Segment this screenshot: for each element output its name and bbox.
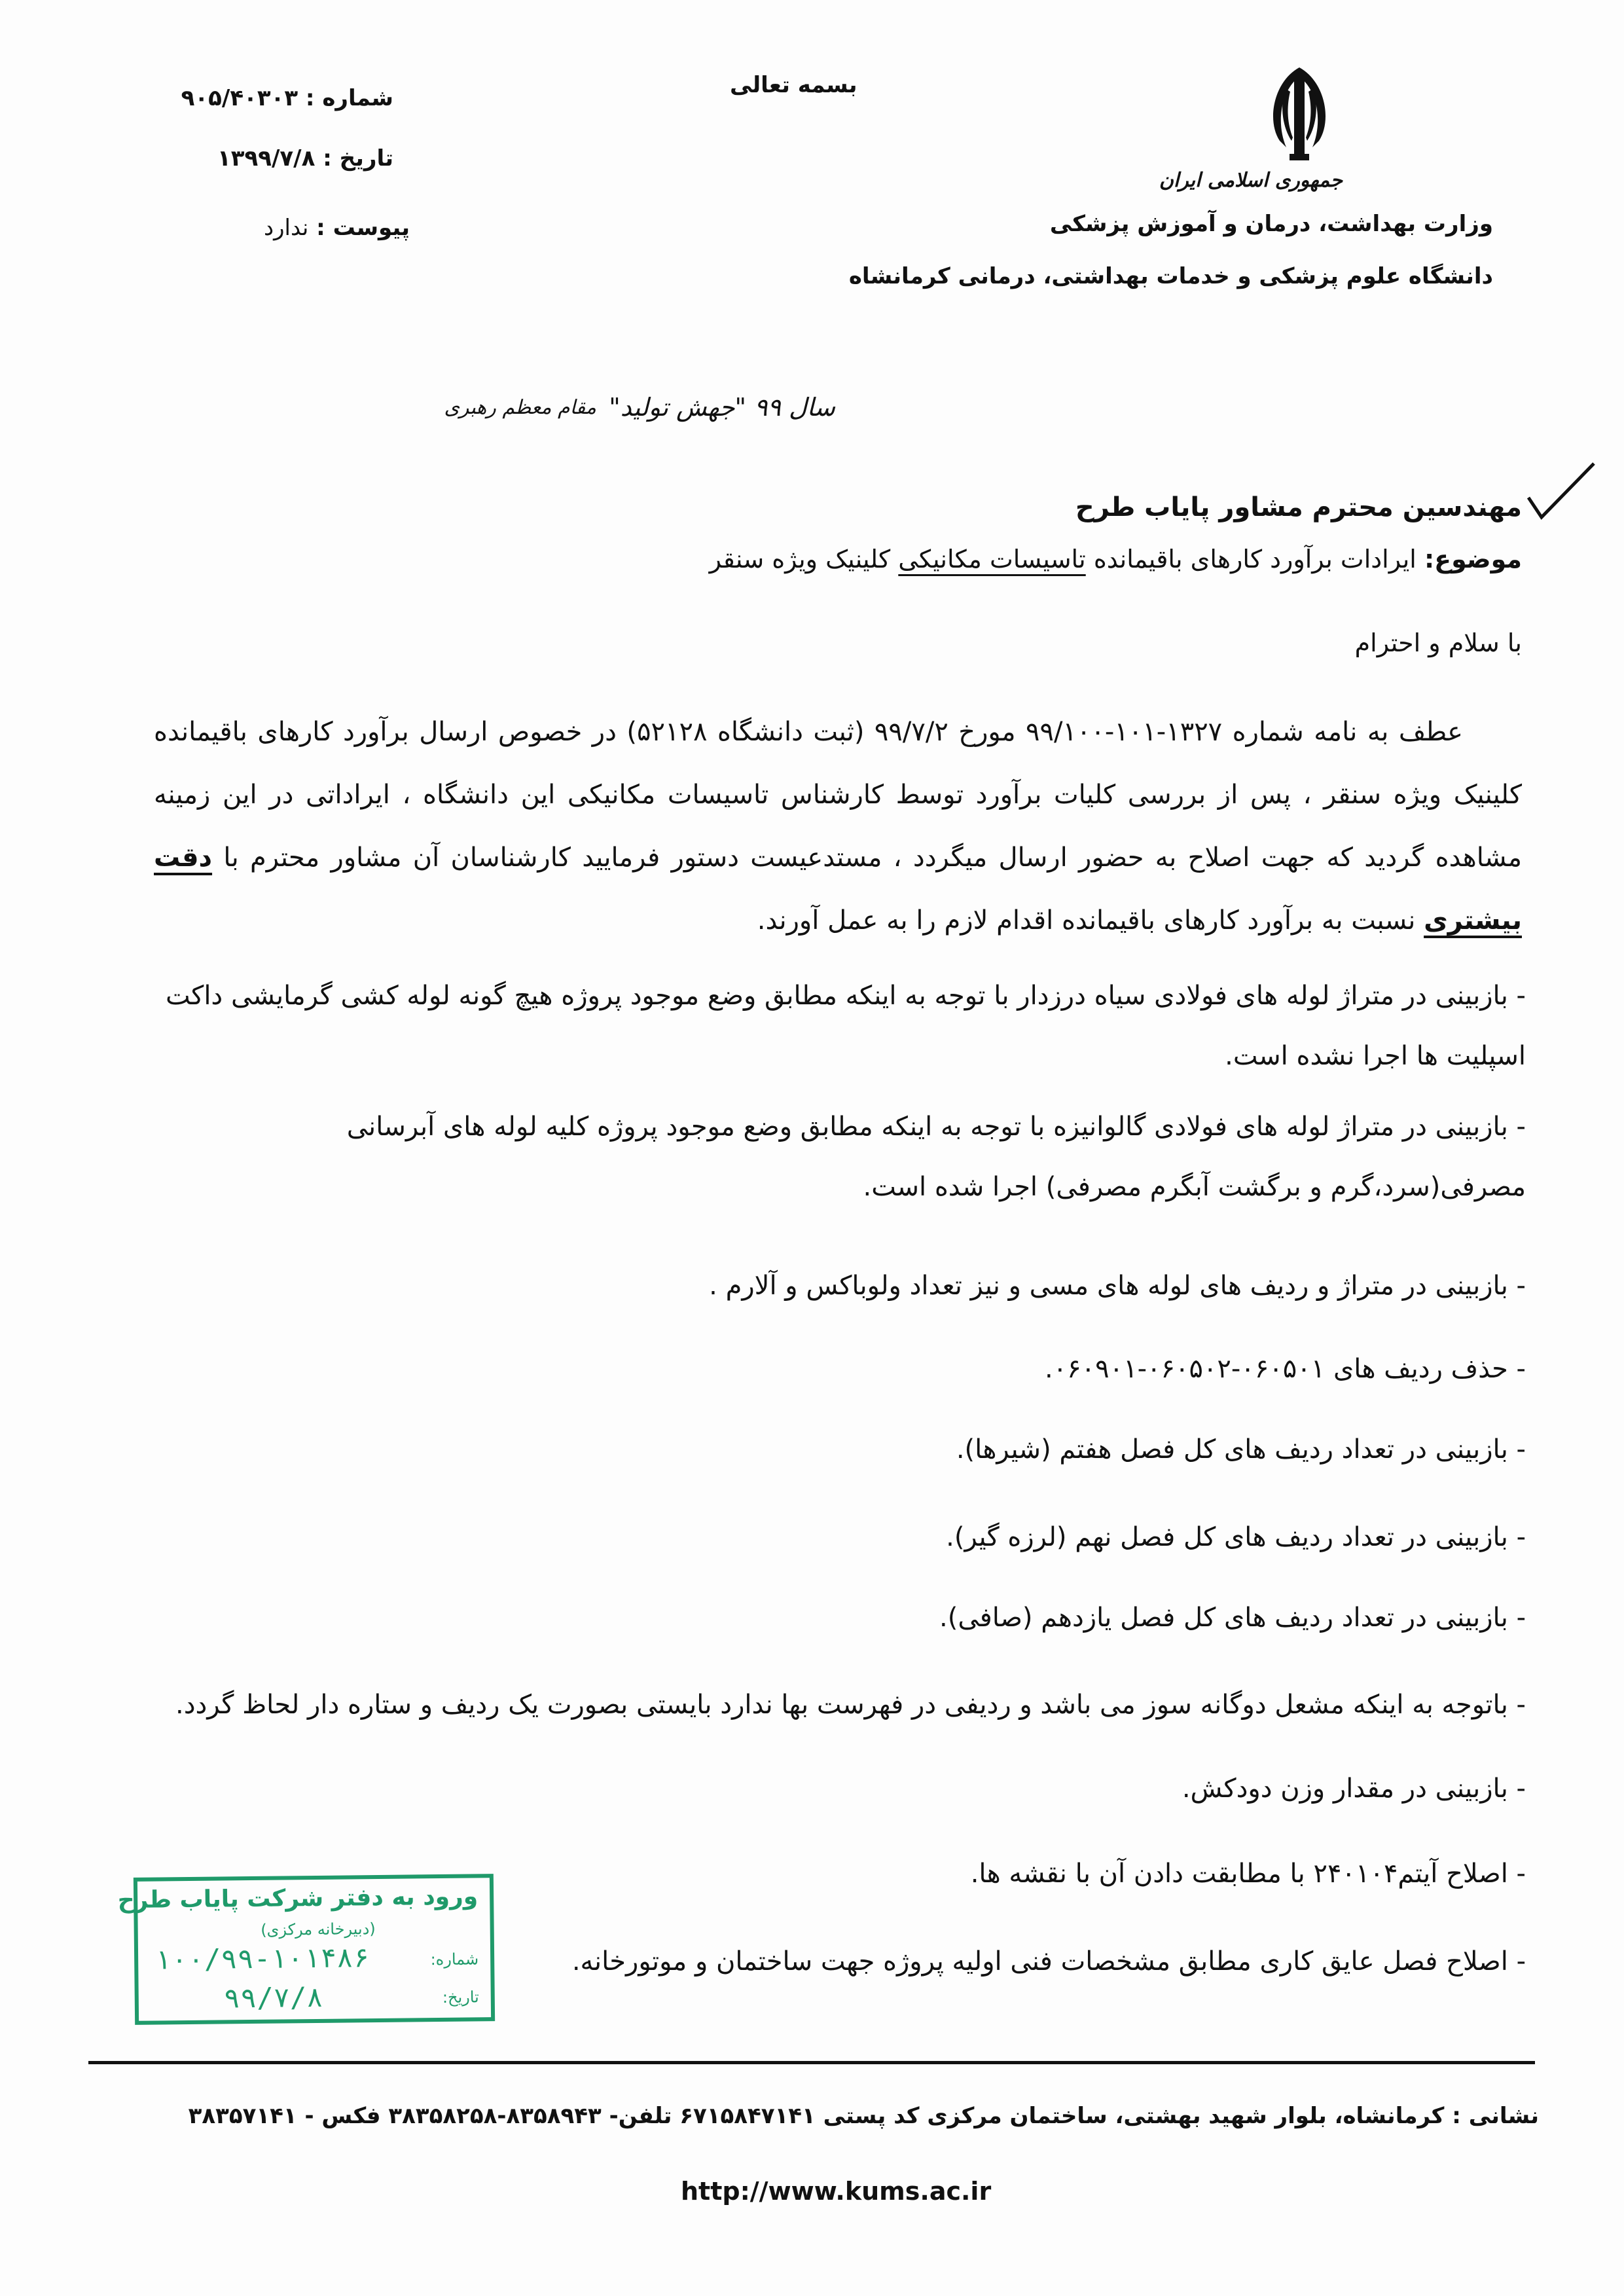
checkmark-icon [1525,458,1597,524]
footer-website-link[interactable]: http://www.kums.ac.ir [681,2177,992,2206]
letter-date [217,145,393,172]
main-paragraph [154,701,1522,952]
university-name: دانشگاه علوم پزشکی و خدمات بهداشتی، درمانی کرمانشاه [848,263,1493,289]
paragraph-end: نسبت به برآورد کارهای باقیمانده اقدام لازم را به عمل آورند. [757,905,1416,936]
list-item: - بازبینی در متراژ لوله های فولادی سیاه درزدار با توجه به اینکه مطابق وضع موجود پروژه هیچ گونه لوله کشی گرمایشی داکت اسپلیت ها اجرا نشده است. [166,981,1526,1071]
paragraph-text: عطف به نامه شماره ۱۳۲۷-۱۰۱-۹۹/۱۰۰ مورخ ۹۹/۷/۲ (ثبت دانشگاه ۵۲۱۲۸) در خصوص ارسال برآورد کارهای باقیمانده کلینیک ویژه سنقر ، پس از بررسی کلیات برآورد توسط کارشناس تاسیسات مکانیکی این دانشگاه ، ایراداتی در این زمینه مشاهده گردید که جهت اصلاح به حضور ارسال میگردد ، مستدعیست دستور فرمایید کارشناسان آن مشاور محترم با [154,717,1522,873]
emblem-caption: جمهوری اسلامی ایران [1159,169,1343,192]
stamp-title: ورود به دفتر شرکت پایاب طرح [117,1883,478,1914]
paragraph-underlined: دقت بیشتری [154,843,1522,936]
subject-underlined: تاسیسات مکانیکی [898,545,1086,574]
greeting: با سلام و احترام [1354,629,1522,657]
list-item: - بازبینی در متراژ لوله های فولادی گالوانیزه با توجه به اینکه مطابق وضع موجود پروژه کلیه لوله های آبرسانی مصرفی(سرد،گرم و برگشت آبگرم مصرفی) اجرا شده است. [346,1112,1526,1202]
subject-text: ایرادات برآورد کارهای باقیمانده [1093,545,1416,574]
stamp-number-value: ۱۰۰/۹۹-۱۰۱۴۸۶ [154,1941,370,1976]
list-item: - اصلاح فصل عایق کاری مطابق مشخصات فنی اولیه پروژه جهت ساختمان و موتورخانه. [571,1946,1526,1977]
received-stamp [117,1874,495,2025]
list-item: - اصلاح آیتم۲۴۰۱۰۴ با مطابقت دادن آن با نقشه ها. [970,1859,1526,1889]
stamp-subtitle: (دبیرخانه مرکزی) [261,1920,376,1939]
subject-label: موضوع: [1424,545,1522,574]
list-item: - باتوجه به اینکه مشعل دوگانه سوز می باشد و ردیفی در فهرست بها ندارد بایستی بصورت یک ردیف و ستاره دار لحاظ گردد. [175,1690,1526,1720]
list-item: - حذف ردیف های ۰۶۰۵۰۱-۰۶۰۵۰۲-۰۶۰۹۰۱. [1044,1354,1526,1384]
footer-address: نشانی : کرمانشاه، بلوار شهید بهشتی، ساختمان مرکزی کد پستی ۶۷۱۵۸۴۷۱۴۱ تلفن- ۸۳۵۸۹۴۳-۳۸۳۵۸۲۵۸ فکس - ۳۸۳۵۷۱۴۱ [188,2103,1539,2129]
letter-attachment [264,215,410,241]
list-item: - بازبینی در تعداد ردیف های کل فصل یازدهم (صافی). [939,1603,1526,1633]
stamp-number-label: شماره: [430,1950,479,1969]
footer-divider [88,2061,1535,2064]
slogan-attribution: مقام معظم رهبری [444,396,596,419]
stamp-date-label: تاریخ: [442,1988,479,2007]
iran-emblem-icon [1254,62,1345,164]
attachment-value: ندارد [264,215,309,241]
attachment-label: پیوست : [316,215,410,241]
date-label: تاریخ : [323,145,393,172]
letter-number [181,85,393,111]
recipient: مهندسین محترم مشاور پایاب طرح [1075,492,1522,522]
subject-line [710,545,1522,574]
stamp-date-value: ۹۹/۷/۸ [223,1980,323,2014]
subject-text-end: کلینیک ویژه سنقر [709,545,891,574]
slogan-year: سال ۹۹ "جهش تولید" [609,393,835,422]
list-item: - بازبینی در مقدار وزن دودکش. [1182,1774,1526,1804]
number-value: ۹۰۵/۴۰۳۰۳ [181,85,298,111]
number-label: شماره : [305,85,393,111]
list-item: - بازبینی در تعداد ردیف های کل فصل هفتم (شیرها). [956,1434,1526,1465]
basmala: بسمه تعالی [730,72,857,98]
date-value: ۱۳۹۹/۷/۸ [217,145,316,172]
list-item: - بازبینی در تعداد ردیف های کل فصل نهم (لرزه گیر). [946,1522,1526,1552]
list-item: - بازبینی در متراژ و ردیف های لوله های مسی و نیز تعداد ولوباکس و آلارم . [709,1271,1526,1301]
ministry-name: وزارت بهداشت، درمان و آموزش پزشکی [1049,211,1493,237]
